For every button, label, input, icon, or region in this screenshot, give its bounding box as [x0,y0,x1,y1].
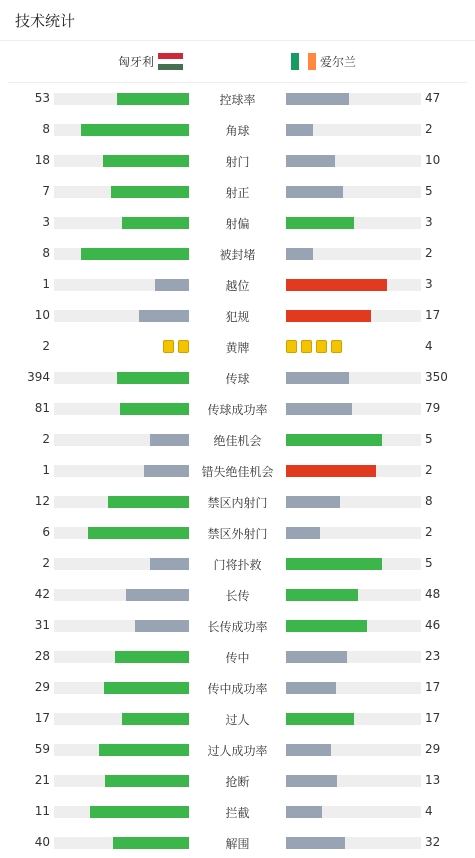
home-bar-fill [81,248,189,260]
away-bar-track [286,527,421,539]
home-bar-track [54,496,189,508]
away-bar-fill [286,744,331,756]
away-bar-track [286,837,421,849]
away-bar-track [286,620,421,632]
away-bar-fill [286,713,354,725]
home-bar-fill [111,186,189,198]
home-bar-fill [88,527,189,539]
away-value: 29 [425,742,441,756]
away-bar-track [286,124,421,136]
home-yellow-cards [163,340,189,353]
away-bar-fill [286,217,354,229]
stat-label: 过人成功率 [207,744,268,758]
away-bar-fill [286,558,382,570]
stat-row [0,703,475,734]
away-bar-fill [286,651,347,663]
stat-row [0,517,475,548]
away-yellow-cards [286,340,342,353]
away-value: 46 [425,618,441,632]
home-bar-fill [155,279,189,291]
away-bar-track [286,775,421,787]
away-bar-track [286,248,421,260]
yellow-card-icon [331,340,342,353]
away-value: 48 [425,587,441,601]
home-bar-fill [103,155,189,167]
home-bar-track [54,372,189,384]
home-bar-fill [122,713,190,725]
yellow-card-icon [286,340,297,353]
stat-label: 禁区外射门 [207,527,268,541]
stat-label: 长传成功率 [207,620,268,634]
home-bar-track [54,310,189,322]
away-bar-fill [286,155,335,167]
away-bar-fill [286,527,320,539]
stat-row [0,641,475,672]
away-value: 350 [425,370,448,384]
home-bar-fill [117,372,189,384]
away-value: 5 [425,184,433,198]
home-value: 40 [34,835,50,849]
home-value: 394 [27,370,50,384]
home-value: 6 [42,525,50,539]
stat-label: 黄牌 [225,341,250,355]
stat-label: 被封堵 [219,248,256,262]
stat-label: 过人 [225,713,250,727]
stat-row [0,362,475,393]
home-bar-track [54,589,189,601]
stat-row [0,238,475,269]
away-value: 2 [425,122,433,136]
stat-label: 禁区内射门 [207,496,268,510]
away-value: 5 [425,556,433,570]
away-bar-track [286,372,421,384]
flag-stripe [158,64,183,70]
home-value: 42 [34,587,50,601]
home-value: 28 [34,649,50,663]
away-team[interactable] [291,53,356,70]
away-value: 2 [425,525,433,539]
home-bar-fill [108,496,189,508]
home-value: 2 [42,432,50,446]
yellow-card-icon [163,340,174,353]
stat-label: 射门 [225,155,250,169]
home-bar-track [54,248,189,260]
home-bar-fill [99,744,189,756]
home-bar-track [54,93,189,105]
away-value: 5 [425,432,433,446]
away-value: 2 [425,463,433,477]
stat-label: 长传 [225,589,250,603]
stat-row [0,765,475,796]
stat-label: 传球成功率 [207,403,268,417]
home-bar-fill [139,310,189,322]
away-bar-fill [286,186,343,198]
flag-stripe [299,53,307,70]
away-bar-fill [286,589,358,601]
stat-row [0,424,475,455]
away-value: 23 [425,649,441,663]
home-value: 21 [34,773,50,787]
away-bar-track [286,155,421,167]
away-value: 4 [425,804,433,818]
stat-row [0,83,475,114]
away-bar-fill [286,465,376,477]
yellow-card-icon [301,340,312,353]
stat-label: 射偏 [225,217,250,231]
home-value: 2 [42,339,50,353]
home-bar-fill [117,93,189,105]
home-bar-track [54,620,189,632]
away-value: 3 [425,215,433,229]
stat-label: 抢断 [225,775,250,789]
away-bar-track [286,403,421,415]
home-value: 3 [42,215,50,229]
yellow-card-icon [316,340,327,353]
away-bar-fill [286,248,313,260]
ireland-flag-icon [291,53,316,70]
home-value: 31 [34,618,50,632]
home-bar-track [54,651,189,663]
stat-row [0,455,475,486]
stat-row [0,176,475,207]
home-value: 1 [42,463,50,477]
page-title: 技术统计 [15,12,76,30]
away-value: 2 [425,246,433,260]
home-bar-fill [150,558,189,570]
stat-row [0,548,475,579]
home-bar-fill [135,620,189,632]
away-value: 3 [425,277,433,291]
away-bar-fill [286,775,337,787]
home-value: 11 [34,804,50,818]
stat-row [0,796,475,827]
stat-label: 传中成功率 [207,682,268,696]
stat-row [0,300,475,331]
flag-stripe [291,53,299,70]
stat-label: 门将扑救 [213,558,262,572]
away-team-name: 爱尔兰 [320,55,357,69]
home-bar-track [54,682,189,694]
home-value: 1 [42,277,50,291]
stat-label: 解围 [225,837,250,851]
away-bar-fill [286,496,340,508]
stat-label: 传中 [225,651,250,665]
home-bar-track [54,124,189,136]
away-bar-track [286,465,421,477]
home-bar-fill [122,217,190,229]
away-value: 13 [425,773,441,787]
home-bar-track [54,155,189,167]
stat-row [0,145,475,176]
home-bar-fill [81,124,189,136]
away-bar-fill [286,93,349,105]
home-value: 18 [34,153,50,167]
home-bar-fill [144,465,189,477]
home-team[interactable] [118,53,183,70]
stats-list [0,83,475,858]
stat-row [0,269,475,300]
home-bar-track [54,465,189,477]
home-value: 7 [42,184,50,198]
away-bar-track [286,93,421,105]
page-header [0,0,475,41]
stat-row [0,672,475,703]
away-bar-track [286,713,421,725]
home-value: 53 [34,91,50,105]
away-bar-fill [286,434,382,446]
home-value: 12 [34,494,50,508]
away-bar-fill [286,620,367,632]
stat-row [0,331,475,362]
home-bar-track [54,217,189,229]
home-value: 81 [34,401,50,415]
yellow-card-icon [178,340,189,353]
home-value: 17 [34,711,50,725]
away-value: 79 [425,401,441,415]
away-bar-track [286,310,421,322]
stat-row [0,114,475,145]
stat-label: 犯规 [225,310,250,324]
away-bar-track [286,806,421,818]
stat-row [0,393,475,424]
away-bar-track [286,186,421,198]
stat-label: 角球 [225,124,250,138]
away-value: 47 [425,91,441,105]
stat-label: 传球 [225,372,250,386]
away-bar-fill [286,310,371,322]
home-bar-track [54,434,189,446]
away-bar-fill [286,279,387,291]
stat-label: 拦截 [225,806,250,820]
home-bar-track [54,527,189,539]
flag-stripe [308,53,316,70]
stat-row [0,734,475,765]
home-bar-track [54,806,189,818]
home-bar-fill [90,806,189,818]
away-bar-fill [286,124,313,136]
stat-row [0,827,475,858]
teams-header [8,41,467,83]
home-bar-fill [120,403,189,415]
away-value: 8 [425,494,433,508]
home-bar-track [54,775,189,787]
home-bar-track [54,713,189,725]
home-bar-fill [104,682,189,694]
away-bar-track [286,279,421,291]
stat-label: 越位 [225,279,250,293]
away-bar-track [286,589,421,601]
away-bar-track [286,558,421,570]
away-value: 17 [425,680,441,694]
away-bar-fill [286,682,336,694]
away-bar-track [286,496,421,508]
home-bar-fill [105,775,189,787]
stat-row [0,579,475,610]
home-bar-fill [113,837,189,849]
away-value: 10 [425,153,441,167]
stat-label: 射正 [225,186,250,200]
home-bar-fill [115,651,189,663]
hungary-flag-icon [158,53,183,70]
home-value: 8 [42,246,50,260]
home-bar-fill [126,589,189,601]
stat-row [0,486,475,517]
away-value: 32 [425,835,441,849]
stat-label: 错失绝佳机会 [201,465,274,479]
home-bar-track [54,279,189,291]
away-value: 17 [425,711,441,725]
away-value: 4 [425,339,433,353]
stat-row [0,207,475,238]
away-bar-fill [286,403,352,415]
home-value: 29 [34,680,50,694]
away-bar-track [286,682,421,694]
away-bar-fill [286,837,345,849]
home-team-name: 匈牙利 [117,55,154,69]
home-bar-fill [150,434,189,446]
home-value: 8 [42,122,50,136]
home-bar-track [54,403,189,415]
away-bar-track [286,434,421,446]
away-value: 17 [425,308,441,322]
home-value: 10 [34,308,50,322]
home-value: 2 [42,556,50,570]
home-bar-track [54,837,189,849]
away-bar-track [286,651,421,663]
home-bar-track [54,744,189,756]
away-bar-track [286,217,421,229]
home-bar-track [54,558,189,570]
stat-label: 绝佳机会 [213,434,262,448]
away-bar-fill [286,806,322,818]
stat-label: 控球率 [219,93,256,107]
home-value: 59 [34,742,50,756]
away-bar-fill [286,372,349,384]
away-bar-track [286,744,421,756]
stat-row [0,610,475,641]
home-bar-track [54,186,189,198]
